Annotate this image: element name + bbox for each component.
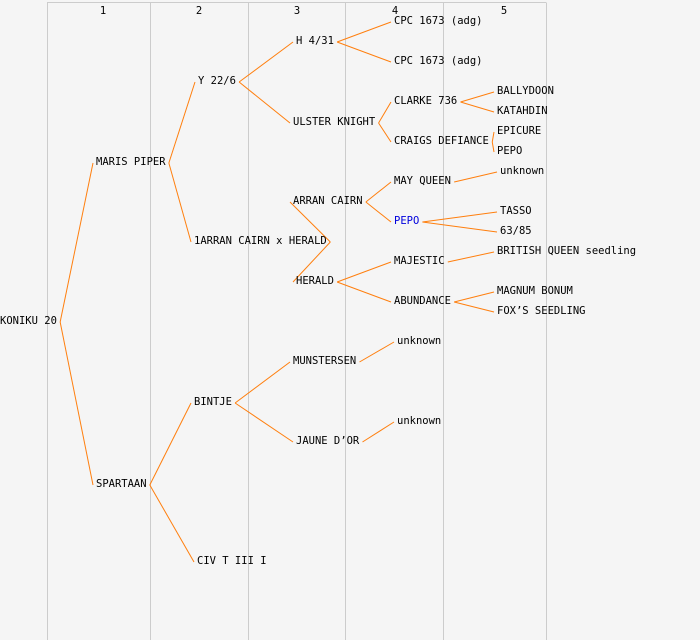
pedigree-node-n19[interactable]: MAJESTIC — [394, 255, 445, 267]
pedigree-node-n28[interactable]: TASSO — [500, 205, 532, 217]
pedigree-node-n4[interactable]: 1ARRAN CAIRN x HERALD — [194, 235, 327, 247]
pedigree-node-n12[interactable]: JAUNE D’OR — [296, 435, 360, 447]
pedigree-node-n22[interactable]: unknown — [397, 415, 442, 427]
pedigree-node-n8[interactable]: ULSTER KNIGHT — [293, 116, 376, 128]
pedigree-node-n1[interactable]: MARIS PIPER — [96, 156, 166, 168]
pedigree-node-n10[interactable]: HERALD — [296, 275, 334, 287]
pedigree-node-n15[interactable]: CLARKE 736 — [394, 95, 458, 107]
column-header-2: 2 — [195, 5, 203, 17]
pedigree-node-n7[interactable]: H 4/31 — [296, 35, 334, 47]
pedigree-node-n6[interactable]: CIV T III I — [197, 555, 267, 567]
pedigree-node-n13[interactable]: CPC 1673 (adg) — [394, 15, 483, 27]
pedigree-node-n29[interactable]: 63/85 — [500, 225, 532, 237]
pedigree-node-n26[interactable]: PEPO — [497, 145, 523, 157]
pedigree-node-n3[interactable]: Y 22/6 — [198, 75, 236, 87]
pedigree-node-n32[interactable]: FOX’S SEEDLING — [497, 305, 586, 317]
column-header-3: 3 — [293, 5, 301, 17]
pedigree-node-n16[interactable]: CRAIGS DEFIANCE — [394, 135, 489, 147]
pedigree-node-n17[interactable]: MAY QUEEN — [394, 175, 451, 187]
pedigree-node-n9[interactable]: ARRAN CAIRN — [293, 195, 363, 207]
pedigree-node-n27[interactable]: unknown — [500, 165, 545, 177]
pedigree-node-n23[interactable]: BALLYDOON — [497, 85, 554, 97]
pedigree-node-n30[interactable]: BRITISH QUEEN seedling — [497, 245, 637, 257]
pedigree-node-n21[interactable]: unknown — [397, 335, 442, 347]
pedigree-node-n25[interactable]: EPICURE — [497, 125, 542, 137]
pedigree-node-n2[interactable]: SPARTAAN — [96, 478, 147, 490]
pedigree-node-n24[interactable]: KATAHDIN — [497, 105, 548, 117]
pedigree-node-n14[interactable]: CPC 1673 (adg) — [394, 55, 483, 67]
column-header-1: 1 — [99, 5, 107, 17]
pedigree-node-n31[interactable]: MAGNUM BONUM — [497, 285, 573, 297]
column-header-4: 4 — [391, 5, 399, 17]
pedigree-node-n20[interactable]: ABUNDANCE — [394, 295, 451, 307]
pedigree-node-n11[interactable]: MUNSTERSEN — [293, 355, 357, 367]
pedigree-node-n18[interactable]: PEPO — [394, 215, 420, 227]
pedigree-node-n0[interactable]: KONIKU 20 — [0, 315, 57, 327]
pedigree-node-n5[interactable]: BINTJE — [194, 396, 232, 408]
column-header-5: 5 — [500, 5, 508, 17]
